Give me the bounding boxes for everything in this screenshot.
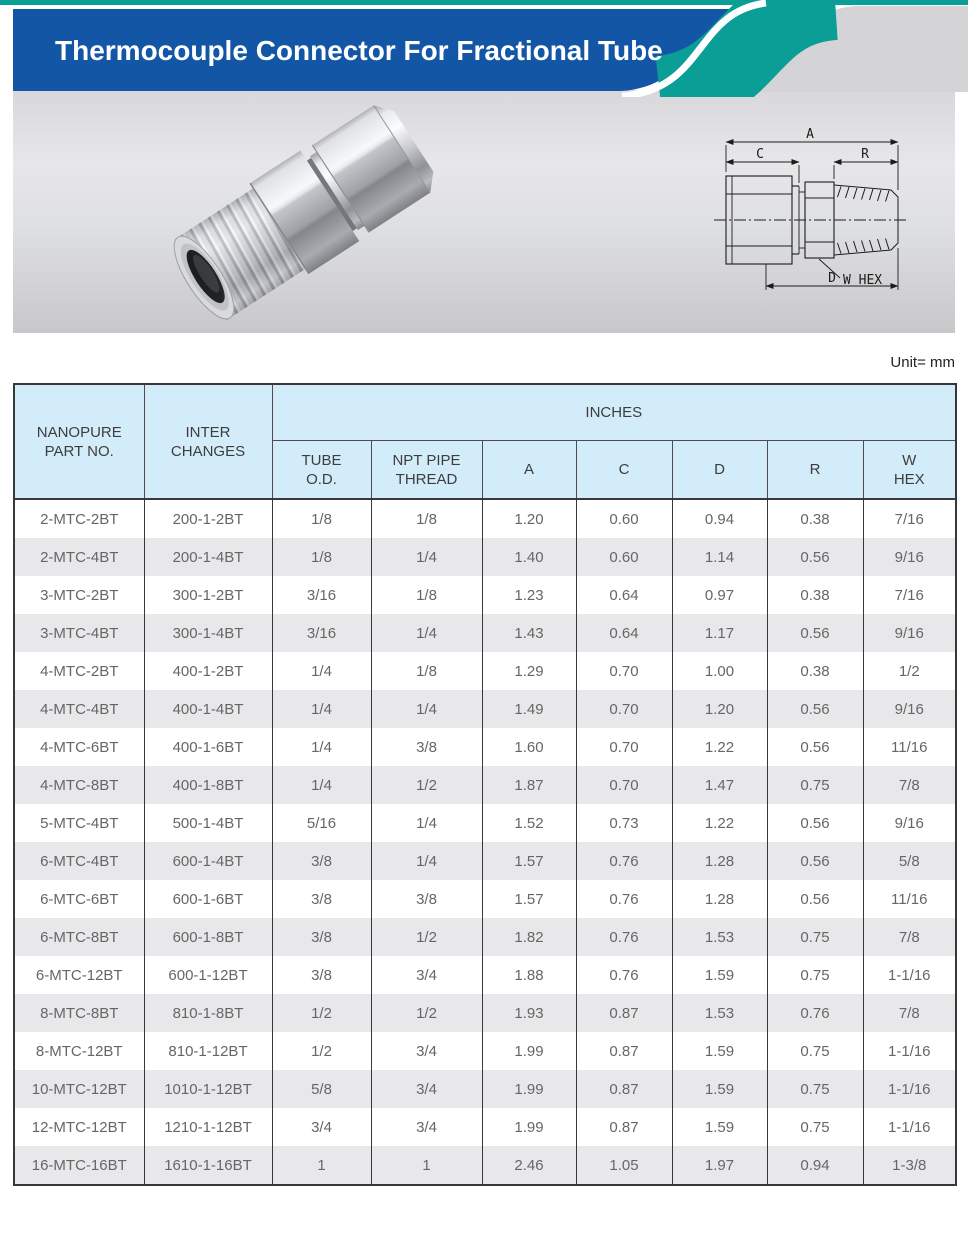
table-cell: 0.56 <box>767 880 863 918</box>
header-tube-od: TUBE O.D. <box>272 441 371 500</box>
table-cell: 0.56 <box>767 842 863 880</box>
table-cell: 2-MTC-4BT <box>14 538 144 576</box>
table-row <box>14 804 956 842</box>
table-cell: 1.00 <box>672 652 767 690</box>
dimension-c <box>726 162 799 183</box>
table-cell: 1.20 <box>672 690 767 728</box>
table-cell: 0.76 <box>576 842 672 880</box>
table-row <box>14 956 956 994</box>
table-cell: 0.94 <box>767 1146 863 1185</box>
table-cell: 3/8 <box>272 918 371 956</box>
table-cell: 2-MTC-2BT <box>14 499 144 538</box>
table-cell: 1/8 <box>272 538 371 576</box>
table-row <box>14 842 956 880</box>
table-cell: 1/4 <box>371 842 482 880</box>
table-cell: 7/8 <box>863 994 956 1032</box>
header-part-no: NANOPURE PART NO. <box>14 384 144 499</box>
table-cell: 1.47 <box>672 766 767 804</box>
table-cell: 4-MTC-8BT <box>14 766 144 804</box>
table-cell: 3/4 <box>272 1108 371 1146</box>
table-cell: 1/8 <box>371 576 482 614</box>
table-cell: 0.76 <box>576 918 672 956</box>
table-cell: 0.73 <box>576 804 672 842</box>
table-row <box>14 880 956 918</box>
table-row <box>14 918 956 956</box>
table-cell: 9/16 <box>863 804 956 842</box>
table-cell: 1/8 <box>272 499 371 538</box>
table-cell: 3/8 <box>371 728 482 766</box>
fitting-body <box>160 96 443 332</box>
table-cell: 1.20 <box>482 499 576 538</box>
table-cell: 0.56 <box>767 728 863 766</box>
table-cell: 1.99 <box>482 1108 576 1146</box>
table-row <box>14 1070 956 1108</box>
table-row <box>14 1032 956 1070</box>
table-row <box>14 728 956 766</box>
table-cell: 0.70 <box>576 652 672 690</box>
table-cell: 1.82 <box>482 918 576 956</box>
table-cell: 1-1/16 <box>863 1070 956 1108</box>
table-cell: 0.64 <box>576 576 672 614</box>
table-cell: 1.87 <box>482 766 576 804</box>
table-header <box>14 384 956 499</box>
dim-label-c: C <box>756 147 764 162</box>
table-cell: 1/8 <box>371 652 482 690</box>
table-cell: 5/16 <box>272 804 371 842</box>
technical-diagram <box>710 126 910 298</box>
table-row <box>14 614 956 652</box>
table-cell: 1010-1-12BT <box>144 1070 272 1108</box>
table-row <box>14 1146 956 1185</box>
table-cell: 1/2 <box>272 1032 371 1070</box>
table-cell: 7/16 <box>863 576 956 614</box>
table-cell: 1/8 <box>371 499 482 538</box>
table-cell: 1.22 <box>672 728 767 766</box>
table-cell: 1.28 <box>672 842 767 880</box>
table-cell: 400-1-2BT <box>144 652 272 690</box>
table-cell: 1.60 <box>482 728 576 766</box>
table-cell: 0.56 <box>767 804 863 842</box>
table-cell: 7/8 <box>863 766 956 804</box>
table-row <box>14 994 956 1032</box>
table-row <box>14 652 956 690</box>
table-cell: 1/2 <box>371 766 482 804</box>
table-cell: 3-MTC-4BT <box>14 614 144 652</box>
table-cell: 1/2 <box>371 918 482 956</box>
table-cell: 6-MTC-8BT <box>14 918 144 956</box>
table-cell: 3/4 <box>371 1070 482 1108</box>
table-cell: 300-1-4BT <box>144 614 272 652</box>
table-cell: 0.75 <box>767 1108 863 1146</box>
table-cell: 5-MTC-4BT <box>14 804 144 842</box>
top-teal-strip <box>0 0 968 5</box>
table-cell: 0.76 <box>576 880 672 918</box>
page-title: Thermocouple Connector For Fractional Tube <box>55 35 663 66</box>
table-cell: 1 <box>272 1146 371 1185</box>
table-cell: 1/2 <box>272 994 371 1032</box>
header-c: C <box>576 441 672 500</box>
table-cell: 1/4 <box>371 690 482 728</box>
table-cell: 0.76 <box>767 994 863 1032</box>
table-cell: 1.49 <box>482 690 576 728</box>
table-cell: 1.59 <box>672 956 767 994</box>
table-cell: 1.93 <box>482 994 576 1032</box>
table-cell: 0.94 <box>672 499 767 538</box>
table-cell: 0.56 <box>767 614 863 652</box>
table-cell: 1.29 <box>482 652 576 690</box>
table-cell: 0.64 <box>576 614 672 652</box>
table-cell: 8-MTC-12BT <box>14 1032 144 1070</box>
table-cell: 0.76 <box>576 956 672 994</box>
table-cell: 9/16 <box>863 690 956 728</box>
table-cell: 1.88 <box>482 956 576 994</box>
table-cell: 9/16 <box>863 614 956 652</box>
table-cell: 600-1-8BT <box>144 918 272 956</box>
table-cell: 0.75 <box>767 956 863 994</box>
table-cell: 11/16 <box>863 728 956 766</box>
dimension-r <box>834 162 898 179</box>
table-cell: 0.75 <box>767 1070 863 1108</box>
table-cell: 9/16 <box>863 538 956 576</box>
table-cell: 600-1-12BT <box>144 956 272 994</box>
table-cell: 1.22 <box>672 804 767 842</box>
table-cell: 1.53 <box>672 918 767 956</box>
table-cell: 1.59 <box>672 1108 767 1146</box>
table-cell: 10-MTC-12BT <box>14 1070 144 1108</box>
table-cell: 400-1-8BT <box>144 766 272 804</box>
table-cell: 12-MTC-12BT <box>14 1108 144 1146</box>
header-npt-thread: NPT PIPE THREAD <box>371 441 482 500</box>
table-cell: 3/16 <box>272 614 371 652</box>
header-inches: INCHES <box>272 384 956 441</box>
table-cell: 11/16 <box>863 880 956 918</box>
table-cell: 0.87 <box>576 1108 672 1146</box>
table-cell: 0.75 <box>767 918 863 956</box>
table-cell: 0.38 <box>767 652 863 690</box>
table-cell: 1/4 <box>371 804 482 842</box>
header-w-hex: W HEX <box>863 441 956 500</box>
table-cell: 400-1-6BT <box>144 728 272 766</box>
table-row <box>14 576 956 614</box>
dim-label-d: D <box>828 271 836 286</box>
table-cell: 3-MTC-2BT <box>14 576 144 614</box>
table-cell: 300-1-2BT <box>144 576 272 614</box>
header-interchanges: INTER CHANGES <box>144 384 272 499</box>
table-cell: 600-1-4BT <box>144 842 272 880</box>
table-row <box>14 538 956 576</box>
table-cell: 1-1/16 <box>863 1108 956 1146</box>
table-cell: 5/8 <box>863 842 956 880</box>
header-r: R <box>767 441 863 500</box>
table-cell: 3/8 <box>371 880 482 918</box>
table-cell: 7/8 <box>863 918 956 956</box>
table-cell: 1/4 <box>371 538 482 576</box>
table-cell: 1.59 <box>672 1070 767 1108</box>
table-cell: 7/16 <box>863 499 956 538</box>
table-cell: 6-MTC-12BT <box>14 956 144 994</box>
table-cell: 2.46 <box>482 1146 576 1185</box>
table-cell: 4-MTC-2BT <box>14 652 144 690</box>
table-cell: 1.99 <box>482 1032 576 1070</box>
table-row <box>14 499 956 538</box>
table-cell: 0.87 <box>576 1032 672 1070</box>
table-cell: 1210-1-12BT <box>144 1108 272 1146</box>
table-cell: 0.60 <box>576 499 672 538</box>
table-cell: 0.56 <box>767 538 863 576</box>
table-cell: 1-3/8 <box>863 1146 956 1185</box>
table-cell: 0.38 <box>767 576 863 614</box>
table-cell: 1/4 <box>272 766 371 804</box>
product-photo <box>148 80 468 335</box>
table-cell: 200-1-4BT <box>144 538 272 576</box>
table-cell: 810-1-8BT <box>144 994 272 1032</box>
table-cell: 1/2 <box>863 652 956 690</box>
table-cell: 1.05 <box>576 1146 672 1185</box>
table-cell: 16-MTC-16BT <box>14 1146 144 1185</box>
table-cell: 3/8 <box>272 956 371 994</box>
table-body <box>14 499 956 1185</box>
table-cell: 600-1-6BT <box>144 880 272 918</box>
table-cell: 0.75 <box>767 1032 863 1070</box>
table-cell: 400-1-4BT <box>144 690 272 728</box>
table-row <box>14 766 956 804</box>
table-cell: 6-MTC-6BT <box>14 880 144 918</box>
table-cell: 3/4 <box>371 1032 482 1070</box>
header-d: D <box>672 441 767 500</box>
table-cell: 1.43 <box>482 614 576 652</box>
table-cell: 1.53 <box>672 994 767 1032</box>
table-cell: 0.70 <box>576 766 672 804</box>
table-cell: 0.38 <box>767 499 863 538</box>
table-cell: 4-MTC-6BT <box>14 728 144 766</box>
table-cell: 1/4 <box>272 728 371 766</box>
table-cell: 1-1/16 <box>863 956 956 994</box>
table-cell: 4-MTC-4BT <box>14 690 144 728</box>
table-cell: 1 <box>371 1146 482 1185</box>
table-cell: 6-MTC-4BT <box>14 842 144 880</box>
table-cell: 1.28 <box>672 880 767 918</box>
table-cell: 3/8 <box>272 842 371 880</box>
table-cell: 500-1-4BT <box>144 804 272 842</box>
table-cell: 3/16 <box>272 576 371 614</box>
table-row <box>14 1108 956 1146</box>
table-cell: 1610-1-16BT <box>144 1146 272 1185</box>
table-cell: 1.23 <box>482 576 576 614</box>
table-cell: 810-1-12BT <box>144 1032 272 1070</box>
table-cell: 1/2 <box>371 994 482 1032</box>
table-cell: 0.56 <box>767 690 863 728</box>
unit-note: Unit= mm <box>890 354 955 371</box>
header-a: A <box>482 441 576 500</box>
table-cell: 1.97 <box>672 1146 767 1185</box>
table-cell: 0.70 <box>576 690 672 728</box>
table-cell: 3/8 <box>272 880 371 918</box>
table-row <box>14 690 956 728</box>
table-cell: 200-1-2BT <box>144 499 272 538</box>
table-cell: 0.75 <box>767 766 863 804</box>
table-cell: 0.87 <box>576 994 672 1032</box>
page-header <box>0 0 968 97</box>
table-cell: 3/4 <box>371 956 482 994</box>
dim-label-a: A <box>806 127 814 142</box>
table-cell: 1/4 <box>371 614 482 652</box>
table-cell: 1.99 <box>482 1070 576 1108</box>
dimension-a <box>726 142 898 190</box>
table-cell: 0.97 <box>672 576 767 614</box>
dim-label-w-hex: W HEX <box>843 273 883 288</box>
dim-label-r: R <box>861 147 869 162</box>
table-cell: 1.40 <box>482 538 576 576</box>
table-cell: 0.87 <box>576 1070 672 1108</box>
table-cell: 0.60 <box>576 538 672 576</box>
table-cell: 1-1/16 <box>863 1032 956 1070</box>
table-cell: 3/4 <box>371 1108 482 1146</box>
table-cell: 8-MTC-8BT <box>14 994 144 1032</box>
table-cell: 1/4 <box>272 690 371 728</box>
table-cell: 1.59 <box>672 1032 767 1070</box>
table-cell: 0.70 <box>576 728 672 766</box>
table-cell: 1.52 <box>482 804 576 842</box>
table-cell: 1.57 <box>482 880 576 918</box>
table-cell: 1.17 <box>672 614 767 652</box>
table-cell: 1.14 <box>672 538 767 576</box>
spec-table <box>13 383 957 1186</box>
table-cell: 5/8 <box>272 1070 371 1108</box>
table-cell: 1/4 <box>272 652 371 690</box>
table-cell: 1.57 <box>482 842 576 880</box>
